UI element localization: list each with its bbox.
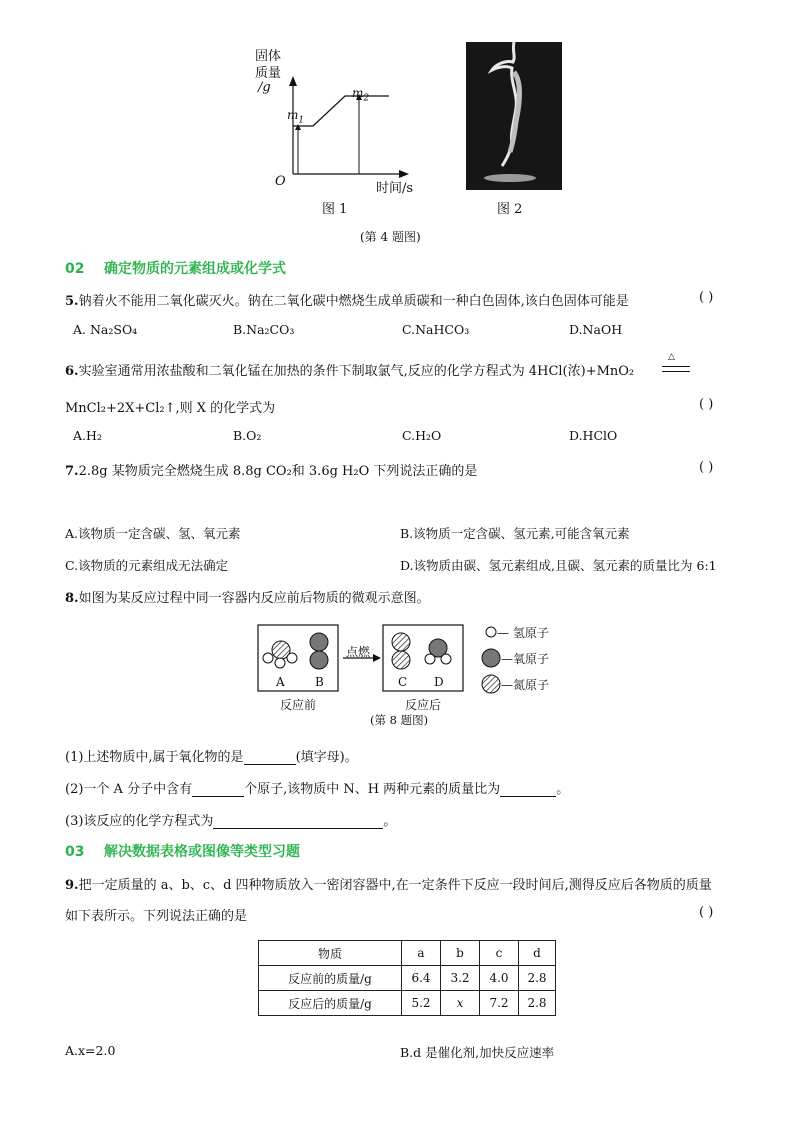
fig4-caption-2: 图 2 (497, 202, 523, 217)
table-cell: d (519, 941, 556, 966)
q7-option-b: B.该物质一定含碳、氢元素,可能含氧元素 (400, 526, 630, 541)
q5-option-a: A. Na₂SO₄ (73, 322, 138, 337)
q8-sub3: (3)该反应的化学方程式为 。 (65, 814, 397, 829)
figure-4-photo (466, 42, 562, 190)
table-header-row (259, 941, 556, 966)
q5-stem: 5.钠着火不能用二氧化碳灭火。钠在二氧化碳中燃烧生成单质碳和一种白色固体,该白色固体可能是 (65, 294, 629, 309)
q8-arrow-label: 点燃 (346, 645, 371, 659)
legend-hydrogen: — 氢原子 (497, 626, 549, 640)
table-cell: 3.2 (441, 966, 480, 991)
q6-option-a: A.H₂ (73, 428, 102, 443)
table-cell: 6.4 (402, 966, 441, 991)
q6-option-b: B.O₂ (233, 428, 262, 443)
table-cell: 2.8 (519, 991, 556, 1016)
q7-answer-paren: ( ) (699, 460, 714, 475)
table-cell: 反应前的质量/g (259, 966, 402, 991)
table-cell: x (441, 991, 480, 1016)
q9-option-a: A.x=2.0 (65, 1043, 116, 1058)
q8-blank-3[interactable] (500, 784, 556, 797)
legend-oxygen: —氧原子 (501, 652, 550, 666)
fig4-ylabel-3: /g (258, 80, 271, 95)
table-cell: b (441, 941, 480, 966)
table-cell: a (402, 941, 441, 966)
q8-sub2: (2)一个 A 分子中含有 个原子,该物质中 N、H 两种元素的质量比为 。 (65, 782, 570, 797)
fig4-caption-1: 图 1 (322, 202, 348, 217)
q8-label-c: C (398, 675, 408, 689)
table-cell: 5.2 (402, 991, 441, 1016)
q8-blank-2[interactable] (192, 784, 244, 797)
photo-illustration (466, 42, 562, 190)
q8-before-caption: 反应前 (280, 698, 317, 712)
q5-answer-paren: ( ) (699, 290, 714, 305)
q7-option-c: C.该物质的元素组成无法确定 (65, 558, 229, 573)
q6-equals-sign (662, 366, 690, 372)
table-row (259, 991, 556, 1016)
fig4-caption: (第 4 题图) (360, 230, 421, 244)
q8-after-caption: 反应后 (405, 698, 442, 712)
q8-stem: 8.如图为某反应过程中同一容器内反应前后物质的微观示意图。 (65, 591, 430, 606)
fig4-ylabel-1: 固体 (255, 49, 282, 64)
q9-answer-paren: ( ) (699, 905, 714, 920)
table-cell: 2.8 (519, 966, 556, 991)
q7-option-a: A.该物质一定含碳、氢、氧元素 (65, 526, 241, 541)
table-cell: 物质 (259, 941, 402, 966)
table-row (259, 966, 556, 991)
q6-stem: 6.实验室通常用浓盐酸和二氧化锰在加热的条件下制取氯气,反应的化学方程式为 4HCl(浓)+MnO₂ (65, 364, 635, 379)
section-02-heading: 02 确定物质的元素组成或化学式 (65, 261, 286, 277)
table-cell: c (480, 941, 519, 966)
q6-answer-paren: ( ) (699, 397, 714, 412)
q5-option-d: D.NaOH (569, 322, 623, 337)
q8-blank-1[interactable] (244, 752, 296, 765)
q6-heat-condition: △ (668, 352, 675, 362)
q6-option-d: D.HClO (569, 428, 618, 443)
fig4-ylabel-2: 质量 (255, 66, 282, 81)
q9-data-table (258, 940, 556, 1016)
q7-option-d: D.该物质由碳、氢元素组成,且碳、氢元素的质量比为 6:1 (400, 558, 717, 573)
legend-nitrogen: —氮原子 (501, 678, 550, 692)
q9-stem-line2: 如下表所示。下列说法正确的是 (65, 909, 248, 924)
fig4-xlabel: 时间/s (376, 181, 414, 196)
fig4-m1-label: $m_1$ (287, 108, 305, 126)
q9-option-b: B.d 是催化剂,加快反应速率 (400, 1045, 555, 1060)
fig4-origin: O (275, 174, 286, 189)
q7-stem: 7.2.8g 某物质完全燃烧生成 8.8g CO₂和 3.6g H₂O 下列说法正确的是 (65, 464, 478, 479)
q6-line2: MnCl₂+2X+Cl₂↑,则 X 的化学式为 (65, 401, 276, 416)
q6-option-c: C.H₂O (402, 428, 442, 443)
table-cell: 反应后的质量/g (259, 991, 402, 1016)
q8-blank-4[interactable] (213, 816, 383, 829)
q9-stem: 9.把一定质量的 a、b、c、d 四种物质放入一密闭容器中,在一定条件下反应一段时间后,测得反应后各物质的质量 (65, 878, 712, 893)
fig4-m2-label: $m_2$ (352, 86, 370, 104)
q5-option-c: C.NaHCO₃ (402, 322, 470, 337)
q8-figure-caption: (第 8 题图) (370, 713, 429, 727)
q8-sub1: (1)上述物质中,属于氧化物的是 (填字母)。 (65, 750, 358, 765)
table-cell: 7.2 (480, 991, 519, 1016)
q8-label-b: B (315, 675, 324, 689)
section-03-heading: 03 解决数据表格或图像等类型习题 (65, 844, 300, 860)
q8-label-d: D (434, 675, 444, 689)
table-cell: 4.0 (480, 966, 519, 991)
q8-label-a: A (276, 675, 285, 689)
q5-option-b: B.Na₂CO₃ (233, 322, 295, 337)
